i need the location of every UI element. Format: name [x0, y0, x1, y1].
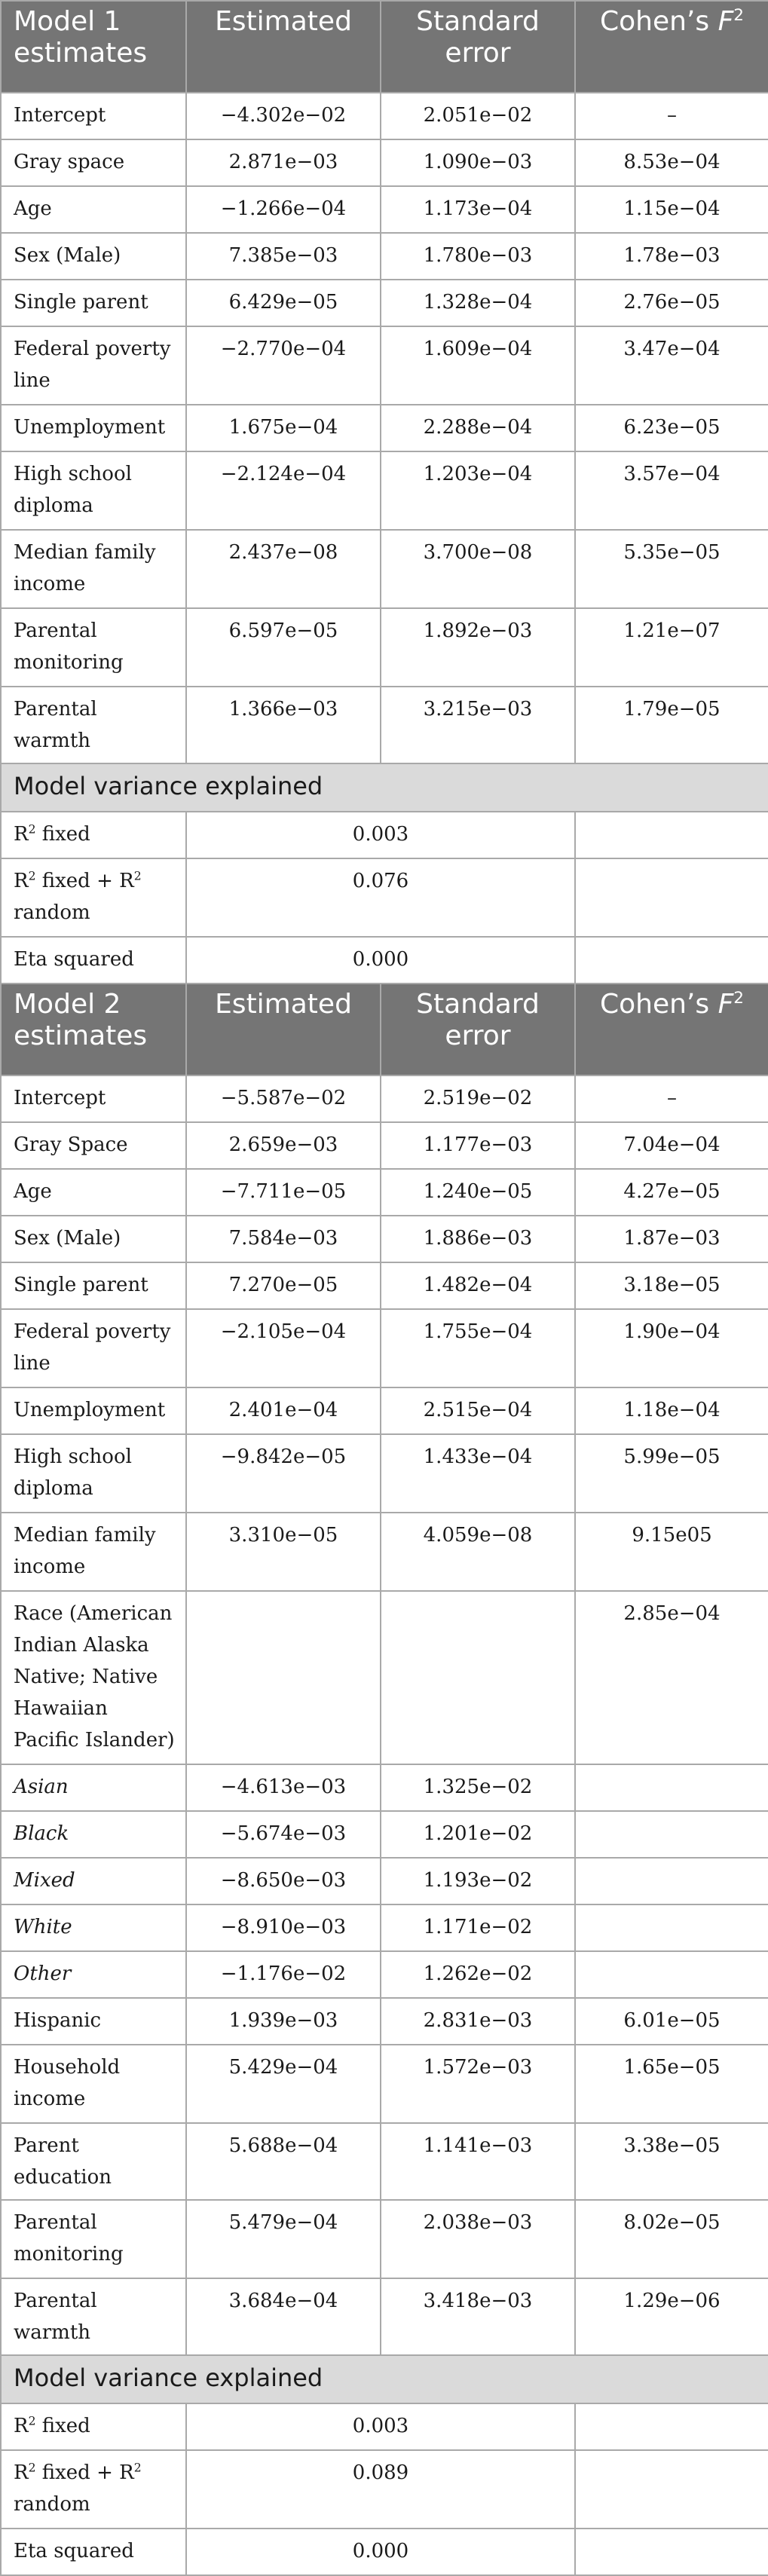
std-error-cell	[381, 1591, 575, 1764]
row-label: Single parent	[1, 280, 186, 326]
table-row	[1, 530, 768, 608]
table-row	[1, 451, 768, 530]
cohens-f2-cell: 3.57e−04	[575, 451, 768, 530]
estimate-cell: 7.270e−05	[186, 1262, 381, 1309]
row-label: Intercept	[1, 1075, 186, 1122]
table-row	[1, 1591, 768, 1764]
cohens-f2-cell: 6.23e−05	[575, 405, 768, 451]
model1-title: Model 1 estimates	[1, 1, 186, 93]
std-error-cell: 1.203e−04	[381, 451, 575, 530]
std-error-cell: 1.193e−02	[381, 1858, 575, 1904]
eta-squared-row	[1, 2529, 768, 2575]
std-error-cell: 1.328e−04	[381, 280, 575, 326]
row-label: Median family income	[1, 530, 186, 608]
standard-error-header: Standard error	[381, 984, 575, 1075]
empty-cell	[575, 2529, 768, 2575]
eta-squared-value: 0.000	[186, 2529, 575, 2575]
cohens-f2-cell: 1.90e−04	[575, 1309, 768, 1387]
table-row	[1, 608, 768, 687]
estimated-header: Estimated	[186, 1, 381, 93]
section-title: Model variance explained	[1, 2355, 768, 2403]
table-row	[1, 1122, 768, 1169]
std-error-cell: 4.059e−08	[381, 1513, 575, 1591]
row-label: Hispanic	[1, 1998, 186, 2045]
table-row	[1, 1169, 768, 1216]
std-error-cell: 2.515e−04	[381, 1387, 575, 1434]
cohens-f2-header: Cohen’s $F^2$	[575, 984, 768, 1075]
estimate-cell: 7.584e−03	[186, 1216, 381, 1262]
row-label: Gray Space	[1, 1122, 186, 1169]
empty-cell	[575, 937, 768, 984]
estimate-cell: 1.939e−03	[186, 1998, 381, 2045]
cohens-f2-cell: 8.02e−05	[575, 2200, 768, 2278]
r2-fixed-label: $R^2$ fixed	[1, 2403, 186, 2450]
row-label: Gray space	[1, 139, 186, 186]
cohens-f2-cell: 5.35e−05	[575, 530, 768, 608]
std-error-cell: 1.482e−04	[381, 1262, 575, 1309]
cohens-f2-cell: 9.15e05	[575, 1513, 768, 1591]
estimate-cell: 1.366e−03	[186, 687, 381, 763]
estimate-cell: −9.842e−05	[186, 1434, 381, 1513]
estimate-cell: −4.613e−03	[186, 1764, 381, 1811]
estimate-cell: −2.105e−04	[186, 1309, 381, 1387]
estimate-cell: −8.910e−03	[186, 1904, 381, 1951]
cohens-f2-cell: 5.99e−05	[575, 1434, 768, 1513]
estimate-cell: 2.401e−04	[186, 1387, 381, 1434]
estimate-cell: 5.429e−04	[186, 2045, 381, 2123]
row-label: Sex (Male)	[1, 1216, 186, 1262]
model2-variance-section	[1, 2355, 768, 2403]
table-row	[1, 1309, 768, 1387]
table-row	[1, 1998, 768, 2045]
estimate-cell: 5.479e−04	[186, 2200, 381, 2278]
r2-fixed-random-row	[1, 858, 768, 937]
table-row	[1, 1387, 768, 1434]
row-label: Median family income	[1, 1513, 186, 1591]
row-label: Unemployment	[1, 405, 186, 451]
estimate-cell: 6.429e−05	[186, 280, 381, 326]
row-label: Asian	[1, 1764, 186, 1811]
cohens-f2-cell: 2.85e−04	[575, 1591, 768, 1764]
std-error-cell: 3.418e−03	[381, 2278, 575, 2355]
empty-cell	[575, 2403, 768, 2450]
row-label: Parental warmth	[1, 687, 186, 763]
estimate-cell: 3.684e−04	[186, 2278, 381, 2355]
empty-cell	[575, 858, 768, 937]
row-label: High school diploma	[1, 1434, 186, 1513]
row-label: Parental warmth	[1, 2278, 186, 2355]
row-label: White	[1, 1904, 186, 1951]
estimate-cell: −2.124e−04	[186, 451, 381, 530]
std-error-cell: 1.609e−04	[381, 326, 575, 405]
estimate-cell: 6.597e−05	[186, 608, 381, 687]
row-label: High school diploma	[1, 451, 186, 530]
r2-fixed-row	[1, 2403, 768, 2450]
model1-variance-section	[1, 763, 768, 812]
estimate-cell: 2.437e−08	[186, 530, 381, 608]
estimate-cell: 7.385e−03	[186, 233, 381, 280]
table-row	[1, 1513, 768, 1591]
table-row	[1, 326, 768, 405]
empty-cell	[575, 812, 768, 858]
std-error-cell: 2.519e−02	[381, 1075, 575, 1122]
table-row	[1, 186, 768, 233]
eta-squared-label: Eta squared	[1, 2529, 186, 2575]
model2-header-row	[1, 984, 768, 1075]
cohens-f2-cell	[575, 1904, 768, 1951]
table-row	[1, 93, 768, 139]
estimate-cell: 2.659e−03	[186, 1122, 381, 1169]
std-error-cell: 2.288e−04	[381, 405, 575, 451]
eta-squared-label: Eta squared	[1, 937, 186, 984]
estimated-header: Estimated	[186, 984, 381, 1075]
std-error-cell: 3.215e−03	[381, 687, 575, 763]
cohens-f2-cell: 3.38e−05	[575, 2123, 768, 2200]
cohens-f2-cell: 1.21e−07	[575, 608, 768, 687]
cohens-f2-cell: 3.18e−05	[575, 1262, 768, 1309]
r2-fixed-random-row	[1, 2450, 768, 2529]
std-error-cell: 1.262e−02	[381, 1951, 575, 1998]
std-error-cell: 1.141e−03	[381, 2123, 575, 2200]
r2-fixed-random-label: $R^2$ fixed + $R^2$ random	[1, 858, 186, 937]
cohens-f2-cell: 8.53e−04	[575, 139, 768, 186]
cohens-f2-cell: 1.87e−03	[575, 1216, 768, 1262]
row-label: Other	[1, 1951, 186, 1998]
r2-fixed-label: $R^2$ fixed	[1, 812, 186, 858]
row-label: Parent education	[1, 2123, 186, 2200]
estimate-cell: −5.674e−03	[186, 1811, 381, 1858]
r2-fixed-value: 0.003	[186, 812, 575, 858]
std-error-cell: 1.201e−02	[381, 1811, 575, 1858]
std-error-cell: 1.090e−03	[381, 139, 575, 186]
estimate-cell: −5.587e−02	[186, 1075, 381, 1122]
table-row	[1, 2278, 768, 2355]
std-error-cell: 1.171e−02	[381, 1904, 575, 1951]
model2-title: Model 2 estimates	[1, 984, 186, 1075]
model1-header-row	[1, 1, 768, 93]
section-title: Model variance explained	[1, 763, 768, 812]
cohens-f2-cell: 2.76e−05	[575, 280, 768, 326]
estimate-cell: −1.176e−02	[186, 1951, 381, 1998]
row-label: Intercept	[1, 93, 186, 139]
cohens-f2-cell: 7.04e−04	[575, 1122, 768, 1169]
row-label: Single parent	[1, 1262, 186, 1309]
cohens-f2-cell: –	[575, 93, 768, 139]
r2-fixed-random-value: 0.089	[186, 2450, 575, 2529]
estimate-cell: 1.675e−04	[186, 405, 381, 451]
row-label: Federal poverty line	[1, 1309, 186, 1387]
estimate-cell: −2.770e−04	[186, 326, 381, 405]
eta-squared-value: 0.000	[186, 937, 575, 984]
std-error-cell: 1.240e−05	[381, 1169, 575, 1216]
estimate-cell: −7.711e−05	[186, 1169, 381, 1216]
estimate-cell: 2.871e−03	[186, 139, 381, 186]
cohens-f2-cell: 1.65e−05	[575, 2045, 768, 2123]
cohens-f2-cell: 3.47e−04	[575, 326, 768, 405]
cohens-f2-cell: 1.18e−04	[575, 1387, 768, 1434]
std-error-cell: 2.038e−03	[381, 2200, 575, 2278]
std-error-cell: 1.780e−03	[381, 233, 575, 280]
estimate-cell: −8.650e−03	[186, 1858, 381, 1904]
std-error-cell: 1.325e−02	[381, 1764, 575, 1811]
estimate-cell: 5.688e−04	[186, 2123, 381, 2200]
r2-fixed-value: 0.003	[186, 2403, 575, 2450]
table-row	[1, 1904, 768, 1951]
table-row	[1, 1262, 768, 1309]
estimate-cell: −1.266e−04	[186, 186, 381, 233]
table-row	[1, 1216, 768, 1262]
cohens-f2-cell	[575, 1858, 768, 1904]
std-error-cell: 1.177e−03	[381, 1122, 575, 1169]
cohens-f2-cell: 1.79e−05	[575, 687, 768, 763]
cohens-f2-cell: 6.01e−05	[575, 1998, 768, 2045]
table-row	[1, 1951, 768, 1998]
std-error-cell: 1.572e−03	[381, 2045, 575, 2123]
row-label: Parental monitoring	[1, 2200, 186, 2278]
cohens-f2-cell: 1.78e−03	[575, 233, 768, 280]
cohens-f2-cell: 1.29e−06	[575, 2278, 768, 2355]
cohens-f2-cell: –	[575, 1075, 768, 1122]
table-row	[1, 1811, 768, 1858]
row-label: Unemployment	[1, 1387, 186, 1434]
std-error-cell: 1.173e−04	[381, 186, 575, 233]
table-row	[1, 2045, 768, 2123]
cohens-f2-cell	[575, 1764, 768, 1811]
std-error-cell: 3.700e−08	[381, 530, 575, 608]
std-error-cell: 2.051e−02	[381, 93, 575, 139]
eta-squared-row	[1, 937, 768, 984]
r2-fixed-random-value: 0.076	[186, 858, 575, 937]
table-row	[1, 233, 768, 280]
row-label: Federal poverty line	[1, 326, 186, 405]
table-row	[1, 2123, 768, 2200]
estimate-cell	[186, 1591, 381, 1764]
table-row	[1, 687, 768, 763]
estimate-cell: 3.310e−05	[186, 1513, 381, 1591]
std-error-cell: 1.886e−03	[381, 1216, 575, 1262]
table-row	[1, 139, 768, 186]
std-error-cell: 1.892e−03	[381, 608, 575, 687]
cohens-f2-cell: 1.15e−04	[575, 186, 768, 233]
table-row	[1, 1764, 768, 1811]
table-row	[1, 1075, 768, 1122]
row-label: Sex (Male)	[1, 233, 186, 280]
row-label: Age	[1, 186, 186, 233]
table-row	[1, 280, 768, 326]
standard-error-header: Standard error	[381, 1, 575, 93]
cohens-f2-header: Cohen’s $F^2$	[575, 1, 768, 93]
r2-fixed-random-label: $R^2$ fixed + $R^2$ random	[1, 2450, 186, 2529]
row-label: Black	[1, 1811, 186, 1858]
cohens-f2-cell	[575, 1951, 768, 1998]
row-label: Parental monitoring	[1, 608, 186, 687]
table-row	[1, 405, 768, 451]
table-row	[1, 2200, 768, 2278]
row-label: Household income	[1, 2045, 186, 2123]
cohens-f2-cell: 4.27e−05	[575, 1169, 768, 1216]
table-row	[1, 1434, 768, 1513]
row-label: Age	[1, 1169, 186, 1216]
std-error-cell: 1.755e−04	[381, 1309, 575, 1387]
cohens-f2-cell	[575, 1811, 768, 1858]
r2-fixed-row	[1, 812, 768, 858]
row-label: Mixed	[1, 1858, 186, 1904]
std-error-cell: 2.831e−03	[381, 1998, 575, 2045]
std-error-cell: 1.433e−04	[381, 1434, 575, 1513]
empty-cell	[575, 2450, 768, 2529]
table-row	[1, 1858, 768, 1904]
estimate-cell: −4.302e−02	[186, 93, 381, 139]
row-label: Race (American Indian Alaska Native; Native Hawaiian Pacific Islander)	[1, 1591, 186, 1764]
